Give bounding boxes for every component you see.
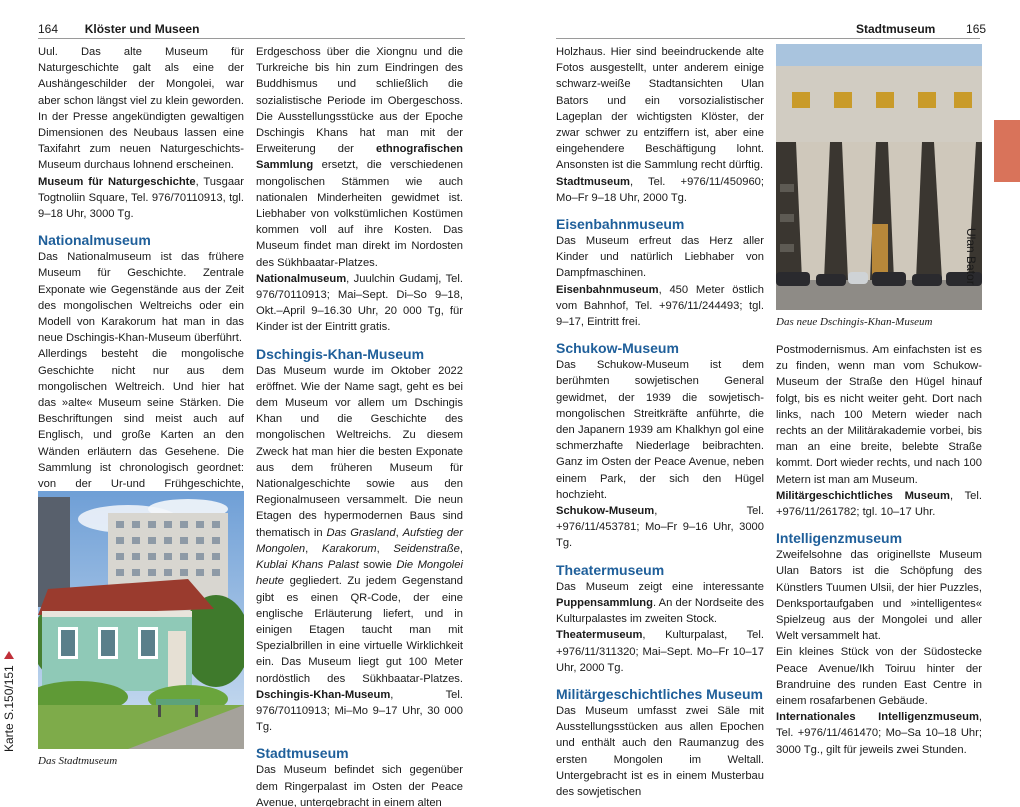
map-reference [2, 651, 16, 752]
heading-intelligenzmuseum: Intelligenzmuseum [776, 530, 903, 547]
heading-dschingis-khan-museum: Dschingis-Khan-Museum [256, 345, 425, 362]
map-reference-text: Karte S.150/151 [2, 665, 16, 752]
info-name: Militärgeschichtliches Museum [776, 489, 950, 502]
map-arrow-icon [4, 651, 14, 659]
running-head-right [856, 22, 986, 36]
info-name: Theatermuseum [556, 629, 643, 642]
schukow-paragraph: Das Schukow-Museum ist dem berühmten sowjetischen General gewidmet, der 1939 die sowjetisch-mongolischen Streitkräfte anführte, die den Japanern 1939 am Khalkhyn gol eine schmerzhafte Niederlage beibrachten. Ganz im Osten der Peace Avenue, neben einem Park, der sich den Hügel hochzieht. [556, 359, 764, 501]
stadtmuseum-paragraph: Das Museum befindet sich gegenüber dem Ringerpalast im Osten der Peace Avenue, untergebracht in einem alten [256, 764, 463, 807]
page-number-right: 165 [966, 22, 987, 36]
dschingis-khan-museum-image [776, 44, 982, 310]
photo-dschingis-khan-museum [776, 44, 982, 310]
info-details: , Juulchin Gudamj, Tel. 976/70110913; Mai–Sept. Di–So 9–18, Okt.–April 9–16.30 Uhr, 20 000 Tg, für Kinder ist der Eintritt gratis. [256, 272, 463, 334]
info-name: Schukow-Museum [556, 505, 655, 518]
bold-term: Puppensammlung [556, 596, 653, 609]
heading-schukow-museum: Schukow-Museum [556, 340, 679, 357]
nationalmuseum-paragraph-2: Allerdings besteht die mongolische Geschichte nicht nur aus dem mongolischen Weltreich. Und hier hat das »alte« Museum seine Stärken. Die Beschriftungen sind meist auch auf Englisch, und große Karten an den Wänden erläutern das Gesehene. Die Sammlung ist chronologisch geordnet: von der Ur-und Frühgeschichte, [38, 348, 244, 491]
text-run: , [305, 542, 322, 555]
naturgeschichte-paragraph: Uul. Das alte Museum für Naturgeschichte galt als eine der Aushängeschilder der Mongolei, war aber schon längst viel zu klein geworden. In der Presse angekündigten gewaltigen Dimensionen des Neubaus lassen eine Taxifahrt zum neuen Naturgeschichts-Museum durchaus lohnend erscheinen. [38, 46, 244, 172]
info-details: , 450 Meter östlich vom Bahnhof, Tel. +976/11/244493; tgl. 9–17, Eintritt frei. [556, 283, 764, 329]
text-run: , [376, 542, 394, 555]
left-column-1 [38, 44, 244, 508]
header-rule-left [38, 38, 465, 39]
nationalmuseum-info [256, 271, 463, 336]
right-page [510, 0, 1020, 807]
info-details: , Tel. +976/11/450960; Mo–Fr 9–18 Uhr, 2000 Tg. [556, 175, 764, 204]
info-name: Museum für Naturgeschichte [38, 175, 196, 188]
text-run: Das Museum wurde im Oktober 2022 eröffnet. Wie der Name sagt, geht es bei dem Museum vor allem um Dschingis Khan und die Geschichte des mongolischen Weltreichs. Zu diesem Zweck hat man hier die besten Exponate aus dem früheren Museum für Nationalgeschichte sowie aus den Regionalmuseen versammelt. Die neun Etagen des hypermodernen Baus sind thematisch in [256, 364, 463, 539]
stadtmuseum-image [38, 491, 244, 749]
left-column-2 [256, 44, 463, 807]
info-name: Stadtmuseum [556, 175, 630, 188]
running-head-title-right: Stadtmuseum [856, 22, 936, 36]
nationalmuseum-paragraph-1: Das Nationalmuseum ist das frühere Museum für Geschichte. Zentrale Exponate wie Gegenstände aus der Zeit des mongolischen Weltreichs oder ein Modell von Karakorum hat man in das neue Dschingis-Khan-Museum überführt. [38, 251, 244, 345]
info-details: , Kulturpalast, Tel. +976/11/311320; Mai–Sept. Mo–Fr 10–17 Uhr, 2000 Tg. [556, 629, 764, 674]
info-name: Eisenbahnmuseum [556, 283, 659, 296]
photo-stadtmuseum [38, 491, 244, 749]
intelligenz-paragraph-2: Ein kleines Stück von der Südostecke Peace Avenue/Ikh Toiruu hinter der Brandruine des runden East Centre in einem rosafarbenen Gebäude. [776, 646, 982, 708]
heading-militaermuseum: Militärgeschichtliches Museum [556, 685, 763, 702]
running-head-left [38, 22, 199, 36]
dschingis-paragraph [256, 363, 463, 736]
header-rule-right [556, 38, 980, 39]
bold-term: ethnografischen Sammlung [256, 143, 463, 172]
info-name: Internationales Intelligenzmuseum [776, 711, 979, 724]
running-head-title-left: Klöster und Museen [84, 22, 200, 36]
caption-stadtmuseum: Das Stadtmuseum [38, 755, 118, 767]
text-run: Das Museum zeigt eine interessante [556, 580, 764, 593]
info-details: , Tel. 976/70110913; Mi–Mo 9–17 Uhr, 30 000 Tg. [256, 688, 463, 734]
info-details: , Tel. +976/11/453781; Mo–Fr 9–16 Uhr, 3000 Tg. [556, 505, 764, 550]
text-run: Erdgeschoss über die Xiongnu und die Turkreiche bis hin zum Eindringen des Buddhismus und schließlich die sozialistische Periode im Obergeschoss. Die Ausstellungsstücke aus der Epoche Dschingis Khans hat man mit der Erweiterung der [256, 46, 463, 156]
text-run: sowie [358, 559, 397, 572]
text-run: , [395, 526, 403, 539]
text-run: ersetzt, die verschiedenen mongolischen Stämmen wie auch nationalen Minderheiten gewidmet ist. Liebhaber von volkstümlichen Kostümen kommen voll auf ihre Kosten. Das Museum findet man direkt im Nordosten des Sükhbaatar-Platzes. [256, 159, 463, 269]
theater-paragraph [556, 579, 764, 628]
chapter-side-label: Ulan Bator [964, 228, 978, 285]
text-run: gegliedert. Zu jedem Gegenstand gibt es einen QR-Code, der eine englische Erläuterung liefert, und in einigen Etagen taucht man mit Spezialbrillen in eine virtuelle Wirklichkeit ein. Das Museum liegt gut 100 Meter nordöstlich des Sükhbaatar-Platzes. [256, 575, 463, 685]
heading-stadtmuseum: Stadtmuseum [256, 745, 349, 762]
italic-term: Aufstieg der Mongolen [256, 526, 464, 555]
intelligenz-paragraph-1: Zweifelsohne das originellste Museum Ulan Bators ist die Schöpfung des Künstlers Tuumen Ulsii, der hier Puzzles, Denksportaufgaben und »intelligentes« Spielzeug aus der Mongolei und aller Welt versammelt hat. [776, 549, 982, 643]
nationalmuseum-paragraph-3 [256, 44, 463, 271]
italic-term: Die Mongolei heute [256, 559, 463, 588]
caption-dschingis-khan-museum: Das neue Dschingis-Khan-Museum [776, 316, 933, 328]
heading-theatermuseum: Theatermuseum [556, 561, 665, 578]
eisenbahn-info [556, 282, 764, 331]
right-column-1 [556, 44, 764, 800]
naturgeschichte-info [38, 174, 244, 223]
italic-term: Karakorum [321, 542, 377, 555]
militaer-paragraph-2: Postmodernismus. Am einfachsten ist es zu finden, wenn man vom Schukow-Museum der Straße den Hügel hinauf folgt, bis es nicht weiter geht. Dort nach links, nach 100 Metern wieder nach rechts an der Militärakademie vorbei, bis man an eine breite, belebte Straße kommt. Dort wieder rechts, und nach 100 Metern ist man am Museum. [776, 344, 982, 486]
info-name: Nationalmuseum [256, 272, 347, 285]
text-run: , [459, 542, 464, 555]
theater-info [556, 627, 764, 676]
italic-term: Seidenstraße [393, 542, 460, 555]
schukow-info [556, 503, 764, 552]
right-column-2 [776, 342, 982, 758]
info-details: , Tel. +976/11/261782; tgl. 10–17 Uhr. [776, 489, 982, 519]
page-number-left: 164 [38, 22, 59, 36]
militaer-paragraph: Das Museum umfasst zwei Säle mit Ausstellungsstücken aus allen Epochen und enthält auch den Raumanzug des ersten Mongolen im Weltall. Untergebracht ist es in einem Musterbau des sowjetischen [556, 704, 764, 798]
italic-term: Das Grasland [326, 526, 396, 539]
text-run: . An der Nordseite des Kulturpalastes im zweiten Stock. [556, 596, 764, 626]
info-name: Dschingis-Khan-Museum [256, 688, 391, 701]
stadtmuseum-info [556, 174, 764, 206]
info-details: , Tusgaar Togtnoliin Square, Tel. 976/70110913, tgl. 9–18 Uhr, 3000 Tg. [38, 175, 245, 221]
intelligenz-info [776, 709, 982, 758]
italic-term: Kublai Khans Palast [256, 559, 359, 572]
heading-nationalmuseum: Nationalmuseum [38, 232, 151, 249]
heading-eisenbahnmuseum: Eisenbahnmuseum [556, 216, 685, 233]
chapter-tab [994, 120, 1020, 182]
stadtmuseum-paragraph-2: Holzhaus. Hier sind beeindruckende alte Fotos ausgestellt, unter anderem einige schwarz-weiße Stadtansichten Ulan Bators und ein vorsozialistischer Lageplan der wichtigsten Klöster, der zwar schwer zu entziffern ist, aber eine eingehendere Beschäftigung lohnt. Ansonsten ist die Sammlung recht dürftig. [556, 46, 764, 172]
info-details: , Tel. +976/11/461470; Mo–Sa 10–18 Uhr; 3000 Tg., gilt für jeweils zwei Stunden. [776, 711, 982, 756]
eisenbahn-paragraph: Das Museum erfreut das Herz aller Kinder und natürlich Liebhaber von Dampfmaschinen. [556, 235, 764, 280]
militaer-info [776, 488, 982, 520]
